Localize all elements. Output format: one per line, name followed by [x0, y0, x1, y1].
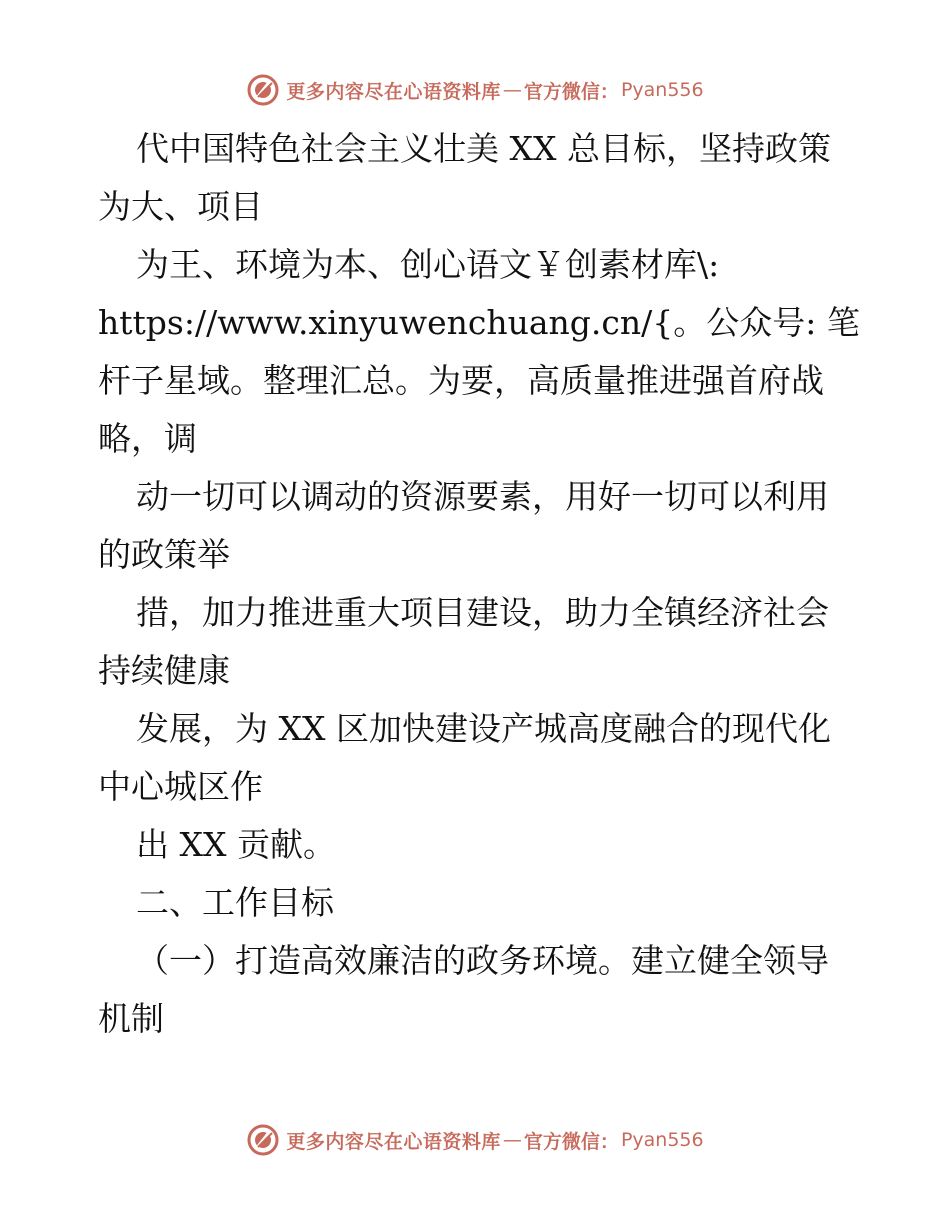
brand-logo-icon	[246, 73, 280, 107]
banner-wechat-label: 官方微信：	[523, 1130, 619, 1153]
banner-main-text: 更多内容尽在心语资料库	[286, 80, 501, 103]
text-line: 略，调	[98, 419, 197, 458]
banner-wechat-label: 官方微信：	[523, 80, 619, 103]
text-line: 机制	[98, 999, 164, 1038]
banner-separator: —	[502, 79, 522, 101]
text-line: 措，加力推进重大项目建设，助力全镇经济社会	[136, 593, 829, 632]
banner-wechat-id: Pyan556	[620, 79, 704, 101]
text-line: 发展，为 XX 区加快建设产城高度融合的现代化	[136, 709, 831, 748]
banner-separator: —	[502, 1129, 522, 1151]
footer-banner	[0, 1120, 950, 1160]
section-heading: 二、工作目标	[136, 883, 334, 922]
text-line: 持续健康	[98, 651, 230, 690]
brand-logo-icon	[246, 1123, 280, 1157]
text-line: 动一切可以调动的资源要素，用好一切可以利用	[136, 477, 829, 516]
text-line: （一）打造高效廉洁的政务环境。建立健全领导	[136, 941, 829, 980]
text-line: 杆子星域。整理汇总。为要，高质量推进强首府战	[98, 361, 824, 400]
banner-wechat-id: Pyan556	[620, 1129, 704, 1151]
text-line: 的政策举	[98, 535, 230, 574]
document-body	[98, 120, 858, 1048]
header-banner	[0, 70, 950, 110]
text-line: 代中国特色社会主义壮美 XX 总目标，坚持政策	[136, 129, 831, 168]
text-line: 为大、项目	[98, 187, 263, 226]
text-line: 中心城区作	[98, 767, 263, 806]
text-line: 为王、环境为本、创心语文￥创素材库\:	[136, 245, 720, 284]
text-line: https://www.xinyuwenchuang.cn/{。公众号: 笔	[98, 303, 860, 342]
banner-main-text: 更多内容尽在心语资料库	[286, 1130, 501, 1153]
text-line: 出 XX 贡献。	[136, 825, 336, 864]
